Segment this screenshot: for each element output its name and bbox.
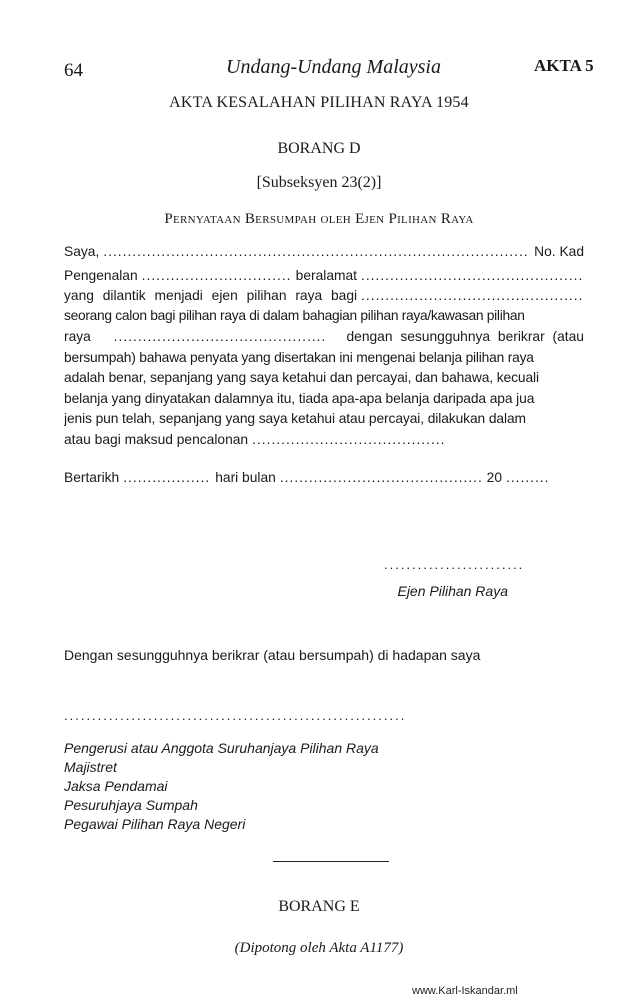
declaration-line-8: belanja yang dinyatakan dalamnya itu, tiada apa-apa belanja daripada apa jua [64, 391, 535, 406]
line-5-text-right: dengan sesungguhnya berikrar (atau [346, 329, 584, 344]
blank-dots [114, 329, 324, 344]
line-3-text: yang dilantik menjadi ejen pilihan raya bagi [64, 288, 358, 303]
page-number: 64 [64, 60, 83, 81]
declaration-line-6: bersumpah) bahawa penyata yang disertakan ini mengenai belanja pilihan raya [64, 350, 534, 365]
signature-title: Ejen Pilihan Raya [397, 583, 508, 599]
declared-before-text: Dengan sesungguhnya berikrar (atau bersumpah) di hadapan saya [64, 647, 481, 663]
footer-url: www.Karl-Iskandar.ml [412, 985, 518, 997]
line-5-text: raya [64, 329, 91, 344]
blank-dots [361, 268, 584, 283]
declaration-line-9: jenis pun telah, sepanjang yang saya ketahui atau percayai, dilakukan dalam [64, 411, 526, 426]
officer-signature-dots: ............................................................. [64, 708, 407, 723]
line-10-text: atau bagi maksud pencalonan [64, 432, 249, 447]
line-2-text-mid: beralamat [295, 268, 358, 283]
dated-label: Bertarikh [64, 470, 120, 485]
blank-dots [103, 244, 530, 259]
date-line [64, 470, 550, 485]
officer-title: Jaksa Pendamai [64, 778, 168, 794]
officer-list [64, 739, 379, 834]
declaration-line-7: adalah benar, sepanjang yang saya ketahui dan percayai, dan bahawa, kecuali [64, 370, 539, 385]
blank-dots [123, 470, 211, 485]
officer-title: Pesuruhjaya Sumpah [64, 797, 198, 813]
act-label: AKTA 5 [534, 56, 594, 75]
subsection-reference: [Subseksyen 23(2)] [256, 174, 382, 191]
line-1-text-right: No. Kad [534, 244, 584, 259]
line-1-text: Saya, [64, 244, 100, 259]
declaration-line-1 [64, 244, 584, 259]
year-label: 20 [486, 470, 502, 485]
day-month-label: hari bulan [215, 470, 276, 485]
officer-title: Majistret [64, 759, 117, 775]
form-e-note: (Dipotong oleh Akta A1177) [234, 940, 404, 956]
form-d-title: BORANG D [277, 140, 361, 157]
declaration-heading: Pernyataan Bersumpah oleh Ejen Pilihan Raya [164, 211, 474, 227]
form-e-title: BORANG E [278, 898, 360, 915]
running-title: Undang-Undang Malaysia [226, 56, 441, 78]
declaration-line-2 [64, 268, 584, 283]
blank-dots [506, 470, 550, 485]
blank-dots [142, 268, 292, 283]
signature-dots: ......................... [384, 557, 525, 572]
declaration-line-5 [64, 329, 584, 344]
officer-title: Pegawai Pilihan Raya Negeri [64, 816, 246, 832]
declaration-line-3 [64, 288, 584, 303]
section-divider [273, 861, 389, 862]
declaration-line-4: seorang calon bagi pilihan raya di dalam bahagian pilihan raya/kawasan pilihan [64, 308, 525, 323]
declaration-line-10 [64, 432, 444, 447]
blank-dots [280, 470, 483, 485]
blank-dots [361, 288, 584, 303]
blank-dots [252, 432, 444, 447]
act-title: AKTA KESALAHAN PILIHAN RAYA 1954 [169, 94, 469, 111]
officer-title: Pengerusi atau Anggota Suruhanjaya Pilihan Raya [64, 740, 379, 756]
line-2-text: Pengenalan [64, 268, 138, 283]
